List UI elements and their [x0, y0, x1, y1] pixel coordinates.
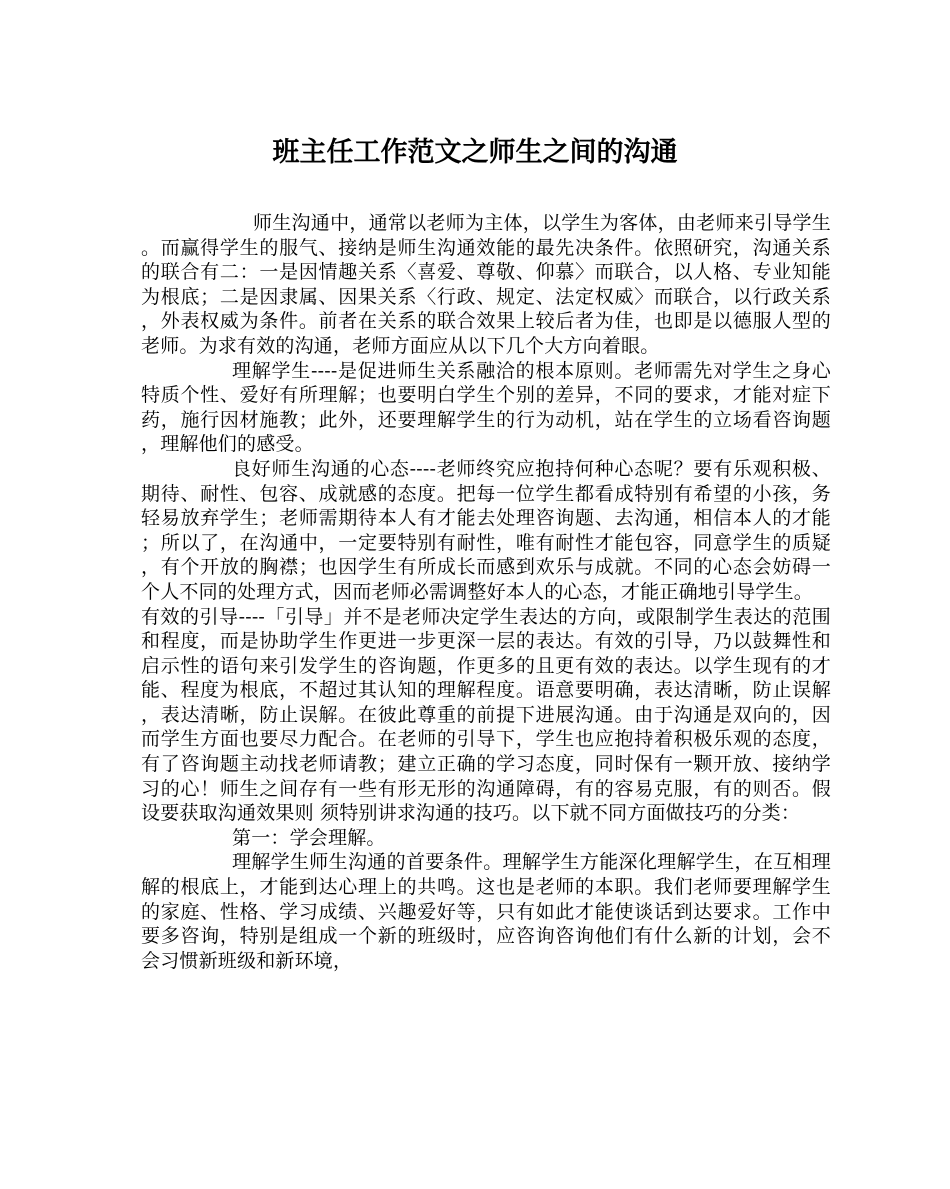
section-heading-first: 第一：学会理解。: [232, 826, 386, 849]
paragraph-effective-guidance: 有效的引导----「引导」并不是老师决定学生表达的方向，或限制学生表达的范围和程度，而是协助学生作更进一步更深一层的表达。有效的引导，乃以鼓舞性和启示性的语句来引发学生的咨询题，作更多的且更有效的表达。以学生现有的才能、程度为根底，不超过其认知的理解程度。语意要明确，表达清晰，防止误解，表达清晰，防止误解。在彼此尊重的前提下进展沟通。由于沟通是双向的，因而学生方面也要尽力配合。在老师的引导下，学生也应抱持着积极乐观的态度，有了咨询题主动找老师请教；建立正确的学习态度，同时保有一颗开放、接纳学习的心！师生之间存有一些有形无形的沟通障碍，有的容易克服，有的则否。假设要获取沟通效果则 须特别讲求沟通的技巧。以下就不同方面做技巧的分类：: [141, 605, 831, 825]
document-title: 班主任工作范文之师生之间的沟通: [272, 137, 678, 168]
paragraph-learn-understanding: 理解学生师生沟通的首要条件。理解学生方能深化理解学生，在互相理解的根底上，才能到达心理上的共鸣。这也是老师的本职。我们老师要理解学生的家庭、性格、学习成绩、兴趣爱好等，只有如此才能使谈话到达要求。工作中要多咨询，特别是组成一个新的班级时，应咨询咨询他们有什么新的计划，会不会习惯新班级和新环境，: [141, 851, 831, 972]
document-body: [141, 211, 831, 973]
paragraph-good-mindset: 良好师生沟通的心态----老师终究应抱持何种心态呢？要有乐观积极、期待、耐性、包容、成就感的态度。把每一位学生都看成特别有希望的小孩，务轻易放弃学生；老师需期待本人有才能去处理咨询题、去沟通，相信本人的才能；所以了，在沟通中，一定要特别有耐性，唯有耐性才能包容，同意学生的质疑，有个开放的胸襟；也因学生有所成长而感到欢乐与成就。不同的心态会妨碍一个人不同的处理方式，因而老师必需调整好本人的心态，才能正确地引导学生。: [141, 457, 831, 603]
paragraph-understand-students: 理解学生----是促进师生关系融洽的根本原则。老师需先对学生之身心特质个性、爱好有所理解；也要明白学生个别的差异，不同的要求，才能对症下药，施行因材施教；此外，还要理解学生的行为动机，站在学生的立场看咨询题，理解他们的感受。: [141, 359, 831, 456]
paragraph-intro: 师生沟通中，通常以老师为主体，以学生为客体，由老师来引导学生。而赢得学生的服气、接纳是师生沟通效能的最先决条件。依照研究，沟通关系的联合有二：一是因情趣关系〈喜爱、尊敬、仰慕〉而联合，以人格、专业知能为根底；二是因隶属、因果关系〈行政、规定、法定权威〉而联合，以行政关系，外表权威为条件。前者在关系的联合效果上较后者为佳，也即是以德服人型的老师。为求有效的沟通，老师方面应从以下几个大方向着眼。: [141, 212, 831, 357]
